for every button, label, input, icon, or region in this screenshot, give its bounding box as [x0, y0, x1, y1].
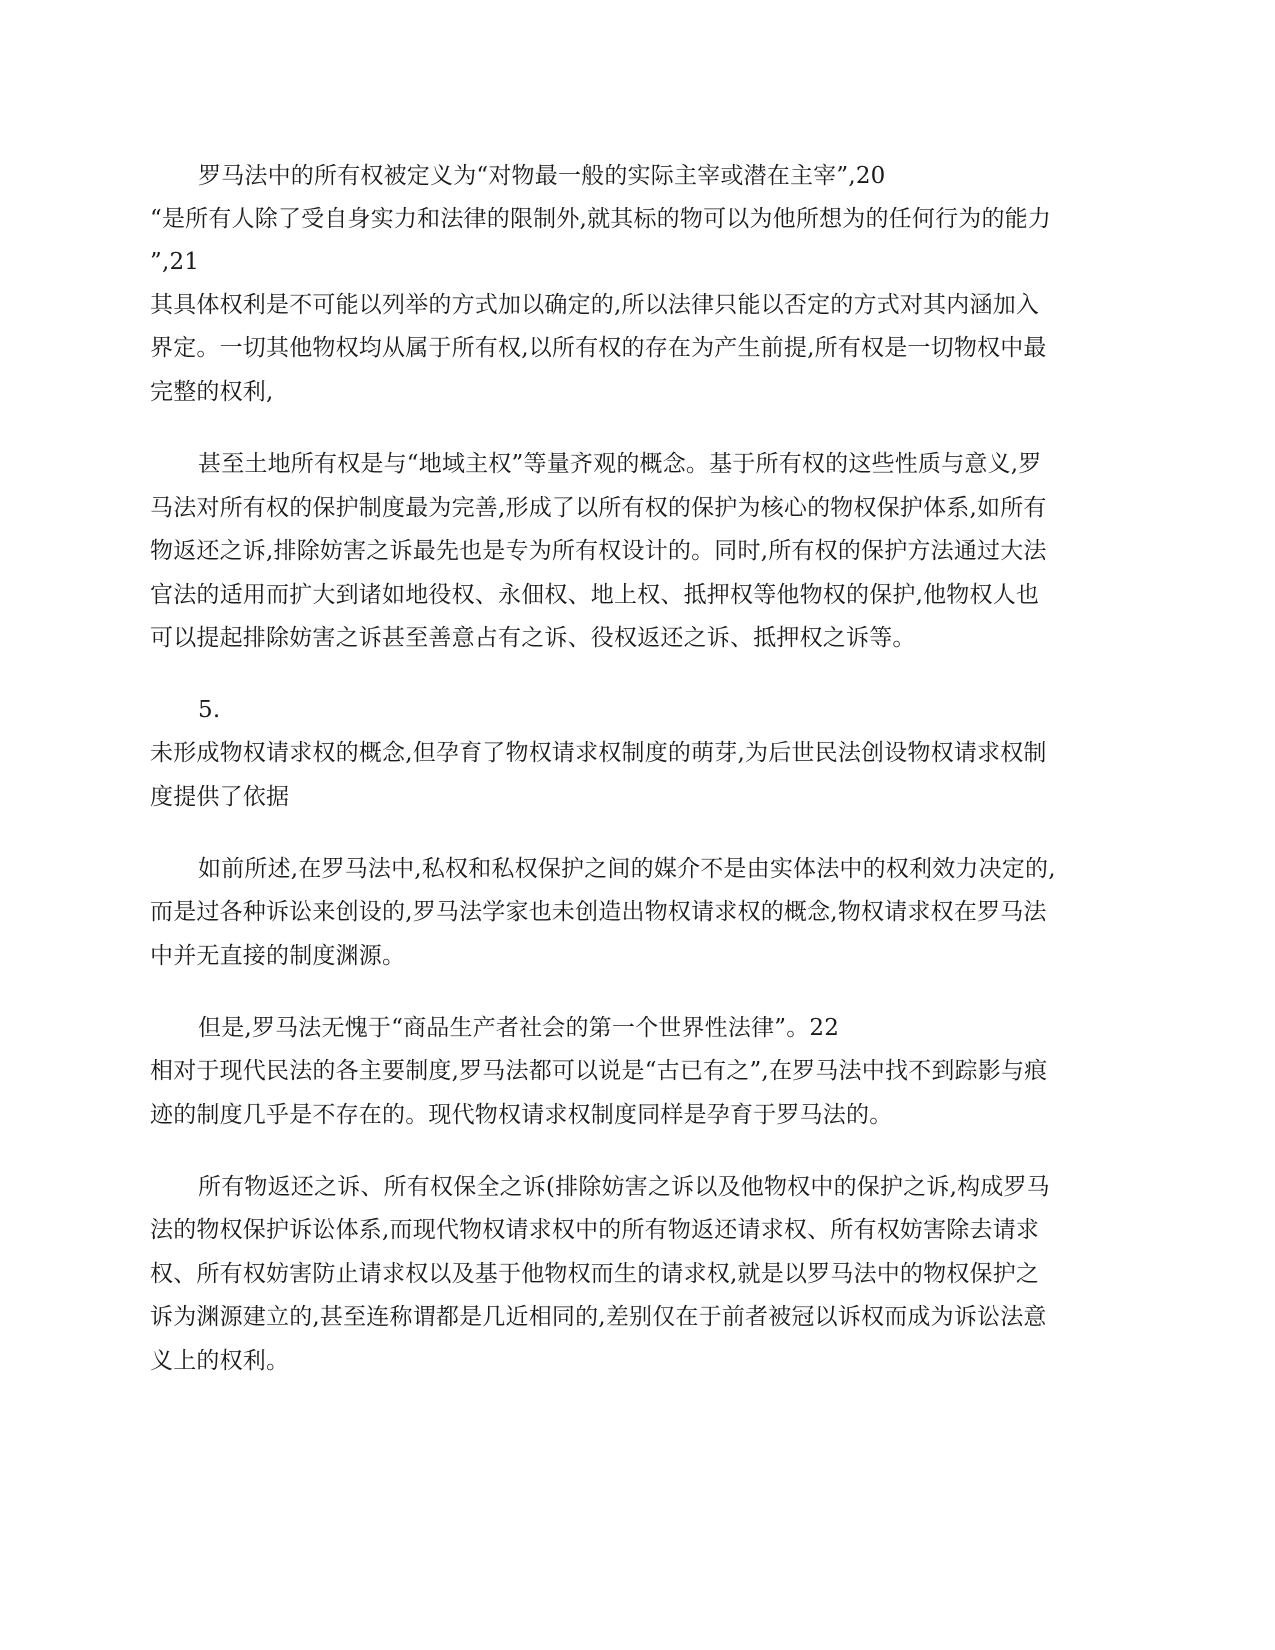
paragraph-5-line-1: 但是,罗马法无愧于“商品生产者社会的第一个世界性法律”。22 — [198, 1015, 840, 1041]
section-heading-line-1: 未形成物权请求权的概念,但孕育了物权请求权制度的萌芽,为后世民法创设物权请求权制 — [150, 740, 1047, 766]
paragraph-2-line-3: 物返还之诉,排除妨害之诉最先也是专为所有权设计的。同时,所有权的保护方法通过大法 — [150, 538, 1047, 564]
paragraph-4-line-1: 如前所述,在罗马法中,私权和私权保护之间的媒介不是由实体法中的权利效力决定的, — [198, 856, 1056, 882]
paragraph-1-line-5: 界定。一切其他物权均从属于所有权,以所有权的存在为产生前提,所有权是一切物权中最 — [150, 335, 1047, 361]
paragraph-2-line-5: 可以提起排除妨害之诉甚至善意占有之诉、役权返还之诉、抵押权之诉等。 — [150, 625, 916, 651]
paragraph-1-line-6: 完整的权利, — [150, 379, 274, 405]
paragraph-6-line-5: 义上的权利。 — [150, 1348, 290, 1374]
paragraph-1-line-1: 罗马法中的所有权被定义为“对物最一般的实际主宰或潜在主宰”,20 — [198, 163, 886, 189]
paragraph-6-line-1: 所有物返还之诉、所有权保全之诉(排除妨害之诉以及他物权中的保护之诉,构成罗马 — [198, 1174, 1050, 1200]
paragraph-6-line-4: 诉为渊源建立的,甚至连称谓都是几近相同的,差别仅在于前者被冠以诉权而成为诉讼法意 — [150, 1304, 1047, 1330]
paragraph-2-line-1: 甚至土地所有权是与“地域主权”等量齐观的概念。基于所有权的这些性质与意义,罗 — [198, 451, 1042, 477]
paragraph-2-line-4: 官法的适用而扩大到诸如地役权、永佃权、地上权、抵押权等他物权的保护,他物权人也 — [150, 582, 1040, 608]
section-number: 5. — [198, 697, 221, 723]
paragraph-2-line-2: 马法对所有权的保护制度最为完善,形成了以所有权的保护为核心的物权保护体系,如所有 — [150, 495, 1047, 521]
paragraph-6-line-2: 法的物权保护诉讼体系,而现代物权请求权中的所有物返还请求权、所有权妨害除去请求 — [150, 1217, 1040, 1243]
paragraph-1-line-3: ”,21 — [150, 249, 200, 275]
paragraph-1-line-2: “是所有人除了受自身实力和法律的限制外,就其标的物可以为他所想为的任何行为的能力 — [150, 206, 1052, 232]
section-heading-line-2: 度提供了依据 — [150, 784, 290, 810]
paragraph-5-line-2: 相对于现代民法的各主要制度,罗马法都可以说是“古已有之”,在罗马法中找不到踪影与痕 — [150, 1058, 1048, 1084]
paragraph-4-line-2: 而是过各种诉讼来创设的,罗马法学家也未创造出物权请求权的概念,物权请求权在罗马法 — [150, 899, 1047, 925]
paragraph-4-line-3: 中并无直接的制度渊源。 — [150, 943, 406, 969]
paragraph-5-line-3: 迹的制度几乎是不存在的。现代物权请求权制度同样是孕育于罗马法的。 — [150, 1102, 893, 1128]
paragraph-6-line-3: 权、所有权妨害防止请求权以及基于他物权而生的请求权,就是以罗马法中的物权保护之 — [150, 1261, 1040, 1287]
paragraph-1-line-4: 其具体权利是不可能以列举的方式加以确定的,所以法律只能以否定的方式对其内涵加入 — [150, 292, 1040, 318]
